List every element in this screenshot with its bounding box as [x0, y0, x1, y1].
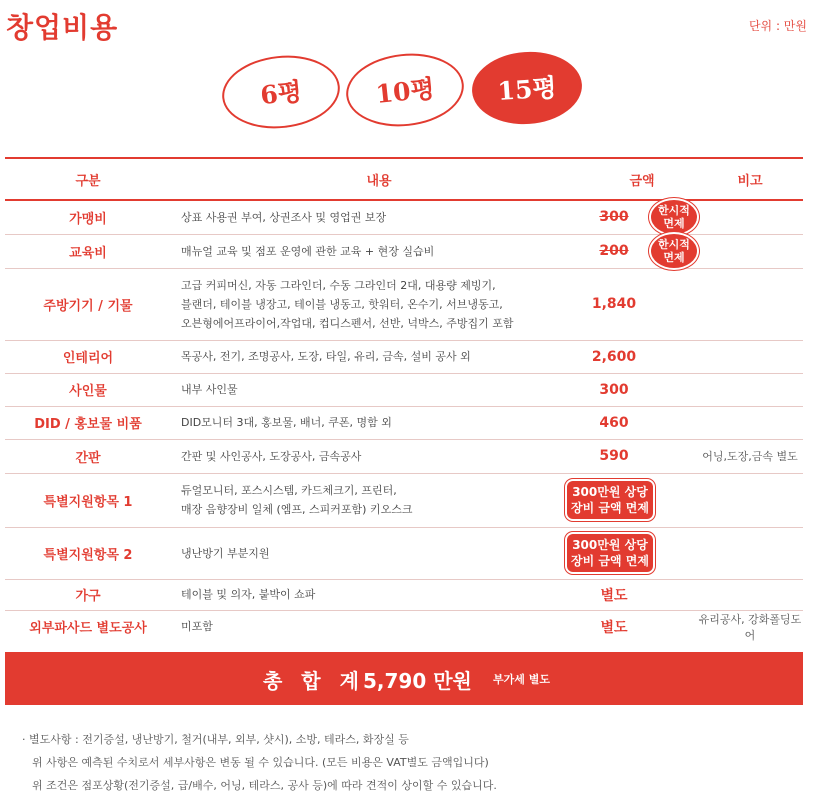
footnote: 위 조건은 점포상황(전기증설, 급/배수, 어닝, 테라스, 공사 등)에 따라 견적이 상이할 수 있습니다.: [32, 779, 497, 792]
row-note: [697, 340, 803, 373]
table-row: [5, 439, 803, 473]
row-category: 주방기기 / 기물: [43, 298, 133, 314]
row-note: [697, 473, 803, 527]
row-amount: [587, 268, 697, 340]
row-note: [697, 200, 803, 234]
row-note: [697, 406, 803, 439]
col-note: 비고: [737, 173, 763, 189]
row-content: 듀얼모니터, 포스시스템, 카드체크기, 프린터, 매장 음향장비 일체 (엠프, 스피커포함) 키오스크: [181, 484, 413, 516]
row-content: 테이블 및 의자, 붙박이 쇼파: [181, 588, 316, 601]
row-amount: [587, 406, 697, 439]
row-content: 내부 사인물: [181, 383, 238, 396]
row-note: 어닝,도장,금속 별도: [702, 450, 798, 463]
cost-table: [5, 157, 803, 643]
row-amount: [571, 473, 697, 527]
amount-value: 200: [599, 243, 629, 259]
row-content: 간판 및 사인공사, 도장공사, 금속공사: [181, 449, 362, 463]
row-amount: [587, 234, 697, 268]
footnotes: [22, 728, 497, 797]
amount-value: 2,600: [591, 348, 637, 365]
equipment-waived-badge: 300만원 상당 장비 금액 면제: [567, 534, 653, 572]
row-amount: [587, 373, 697, 406]
amount-value: 300: [599, 381, 629, 398]
row-amount: [587, 579, 697, 610]
size-selector: [0, 50, 821, 140]
footnote: 위 사항은 예측된 수치로서 세부사항은 변동 될 수 있습니다. (모든 비용은 VAT별도 금액입니다): [32, 756, 489, 769]
size-10-button[interactable]: 10평: [343, 48, 468, 132]
row-note: [697, 268, 803, 340]
row-amount: [587, 200, 697, 234]
table-row: [5, 234, 803, 268]
table-row: [5, 268, 803, 340]
row-content: 냉난방기 부분지원: [181, 546, 270, 560]
row-content: 미포함: [181, 620, 213, 633]
row-note: 유리공사, 강화폴딩도어: [698, 612, 802, 642]
table-row: [5, 473, 803, 527]
row-category: DID / 홍보물 비품: [34, 417, 142, 432]
table-row: [5, 579, 803, 610]
unit-label: 단위 : 만원: [748, 19, 807, 33]
amount-value: 1,840: [591, 296, 637, 312]
row-category: 특별지원항목 2: [43, 547, 133, 563]
amount-value: 460: [599, 414, 629, 431]
row-amount: [571, 527, 697, 579]
row-note: [697, 579, 803, 610]
row-category: 가구: [75, 589, 101, 604]
row-category: 외부파사드 별도공사: [29, 621, 147, 636]
table-row: [5, 406, 803, 439]
row-note: [697, 527, 803, 579]
table-row: [5, 610, 803, 643]
waived-badge: 한시적 면제: [651, 234, 697, 268]
equipment-waived-badge: 300만원 상당 장비 금액 면제: [567, 481, 653, 519]
row-amount: [587, 610, 697, 643]
row-category: 가맹비: [69, 211, 107, 227]
page-title: 창업비용: [6, 11, 119, 44]
row-content: 상표 사용권 부여, 상권조사 및 영업권 보장: [181, 210, 387, 224]
row-note: [697, 373, 803, 406]
table-row: [5, 527, 803, 579]
row-content: DID모니터 3대, 홍보물, 배너, 쿠폰, 명함 외: [181, 416, 392, 429]
table-header-row: [5, 158, 803, 200]
waived-badge: 한시적 면제: [651, 200, 697, 234]
row-amount: [587, 439, 697, 473]
vat-note: 부가세 별도: [493, 673, 550, 686]
table-row: [5, 340, 803, 373]
row-category: 인테리어: [62, 351, 114, 366]
table-row: [5, 373, 803, 406]
col-category: 구분: [75, 173, 101, 189]
size-15-button[interactable]: 15평: [470, 48, 585, 127]
total-value: 5,790 만원: [363, 669, 472, 693]
total-bar: [5, 652, 803, 705]
row-category: 간판: [75, 450, 101, 466]
amount-value: 별도: [600, 587, 628, 604]
row-content: 고급 커피머신, 자동 그라인더, 수동 그라인더 2대, 대용량 제빙기, 블랜더, 테이블 냉장고, 테이블 냉동고, 핫워터, 온수기, 서브냉동고, 오븐형에어프라이어,작업대, 컵디스펜서, 선반, 넉박스, 주방집기 포함: [181, 278, 514, 330]
row-note: [697, 234, 803, 268]
table-row: [5, 200, 803, 234]
amount-value: 590: [599, 448, 629, 464]
footnote: · 별도사항 : 전기증설, 냉난방기, 철거(내부, 외부, 샷시), 소방, 테라스, 화장실 등: [22, 733, 409, 746]
amount-value: 300: [599, 209, 629, 226]
col-amount: 금액: [629, 173, 655, 189]
col-content: 내용: [366, 173, 392, 189]
total-label: 총 합 계: [263, 669, 365, 693]
row-category: 사인물: [69, 384, 107, 399]
size-6-button[interactable]: 6평: [219, 50, 344, 134]
row-amount: [587, 340, 697, 373]
amount-value: 별도: [600, 619, 628, 636]
row-content: 목공사, 전기, 조명공사, 도장, 타일, 유리, 금속, 설비 공사 외: [181, 350, 471, 363]
row-category: 교육비: [69, 245, 107, 261]
row-content: 매뉴얼 교육 및 점포 운영에 관한 교육 + 현장 실습비: [181, 244, 435, 258]
row-category: 특별지원항목 1: [43, 494, 133, 510]
